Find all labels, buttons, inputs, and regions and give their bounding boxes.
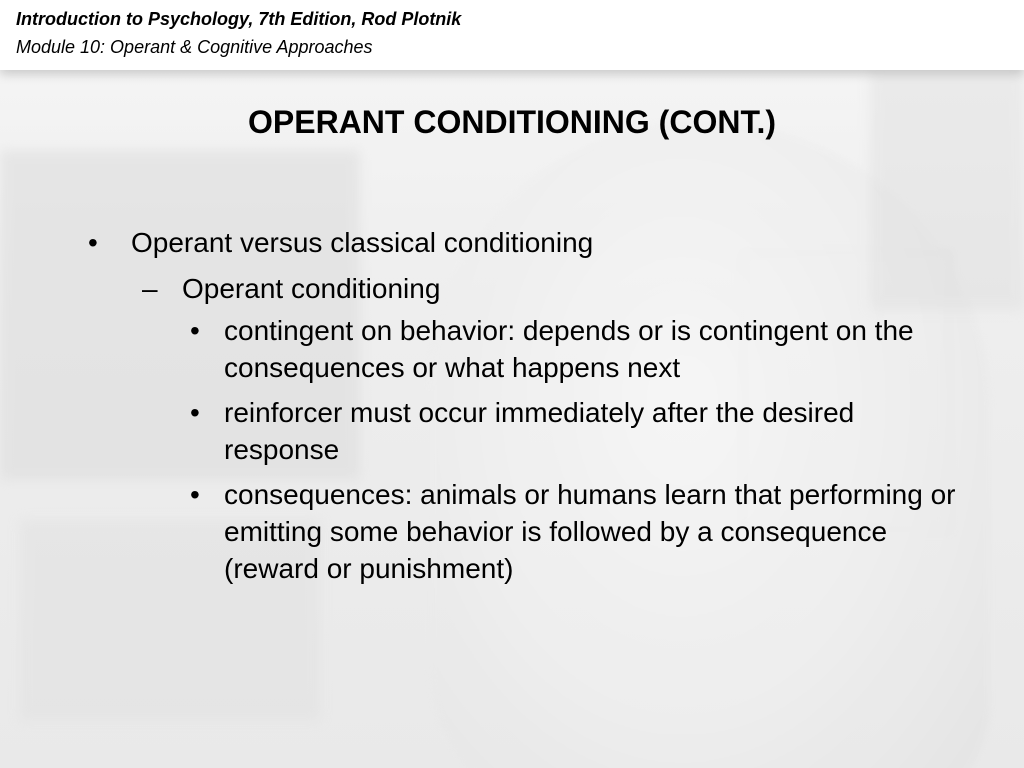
bullet-marker: • (190, 315, 200, 346)
bullet-level3 (84, 312, 964, 386)
book-title: Introduction to Psychology, 7th Edition, Rod Plotnik (16, 9, 462, 29)
bullet-text: reinforcer must occur immediately after the desired response (224, 397, 855, 465)
slide-content (84, 224, 964, 587)
dash-marker: – (142, 273, 158, 304)
bullet-level3 (84, 476, 964, 587)
slide-title: OPERANT CONDITIONING (CONT.) (248, 104, 776, 140)
bullet-text: Operant conditioning (182, 273, 441, 304)
slide-header (0, 0, 1024, 70)
bullet-text: contingent on behavior: depends or is contingent on the consequences or what happens next (224, 315, 914, 383)
bullet-text: consequences: animals or humans learn that performing or emitting some behavior is followed by a consequence (reward or punishment) (224, 479, 956, 584)
bullet-level1 (84, 224, 964, 261)
bullet-level2 (84, 270, 964, 307)
bullet-marker: • (190, 479, 200, 510)
bullet-marker: • (190, 397, 200, 428)
bullet-text: Operant versus classical conditioning (131, 227, 594, 258)
bullet-level3 (84, 394, 964, 468)
bullet-marker: • (88, 227, 98, 258)
module-title: Module 10: Operant & Cognitive Approaches (16, 37, 373, 57)
